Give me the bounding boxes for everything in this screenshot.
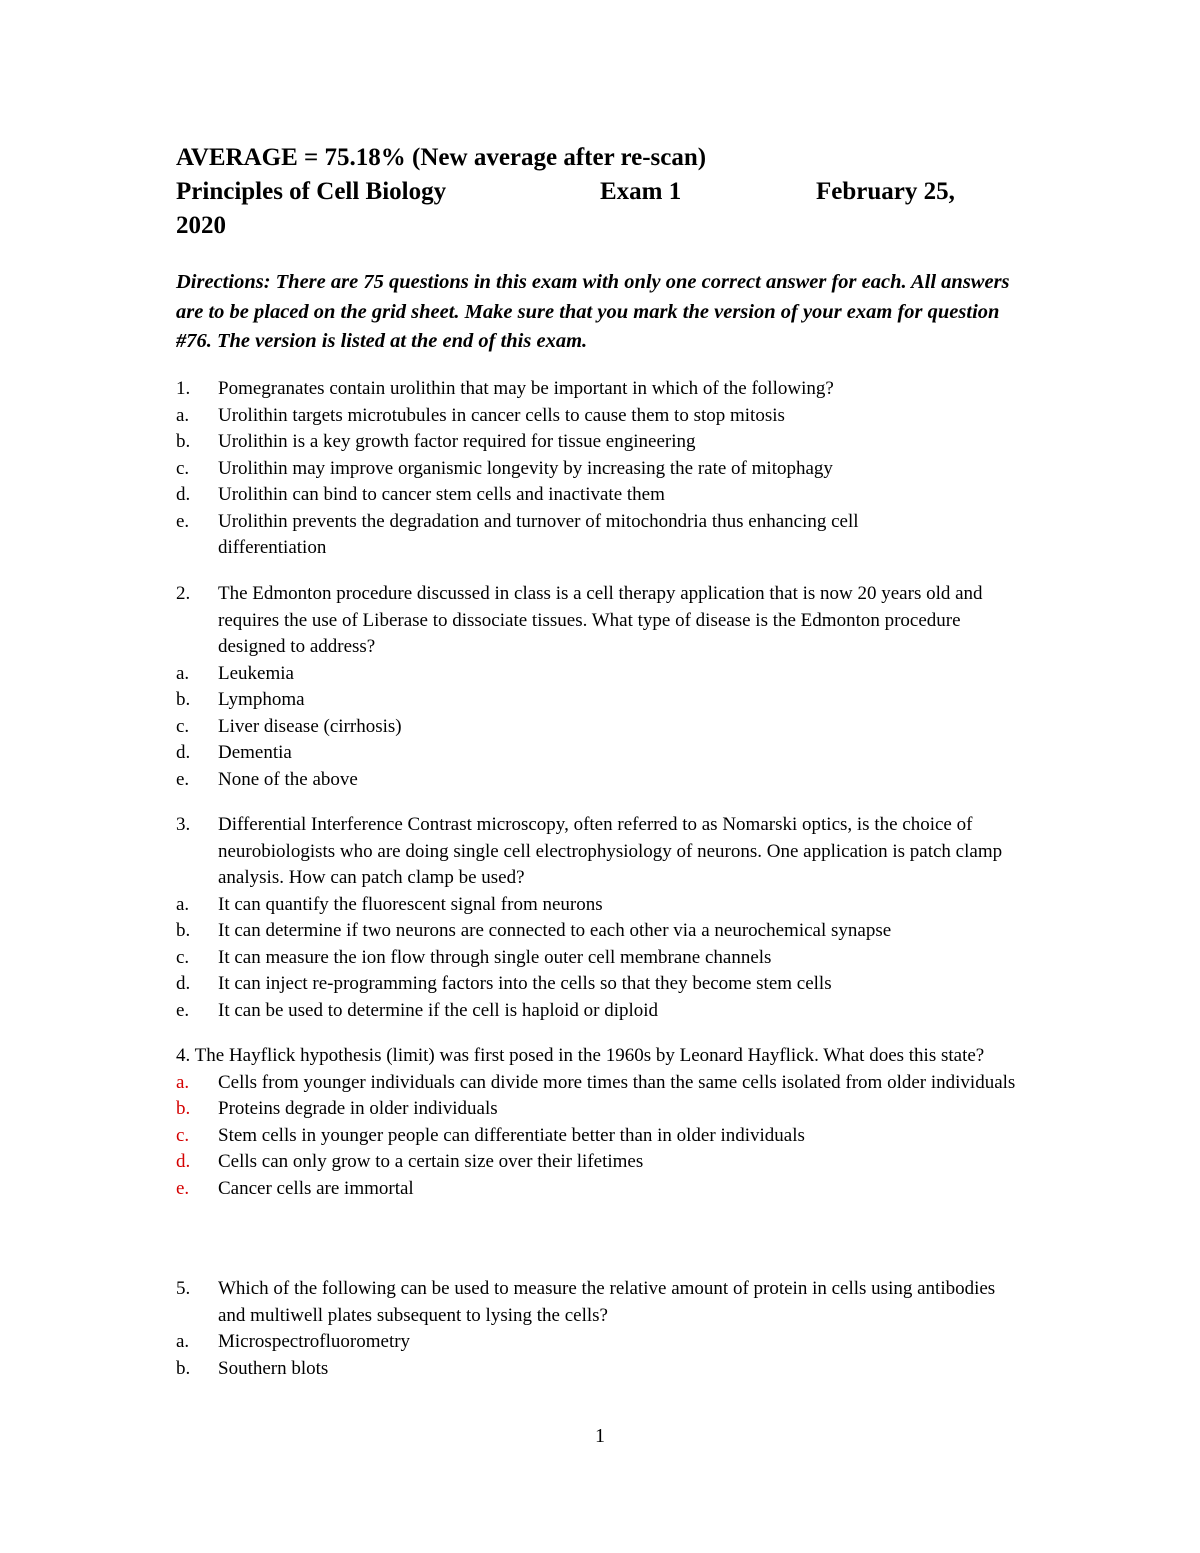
option-letter: e.	[176, 768, 190, 790]
option-d	[176, 1149, 1036, 1176]
option-letter: a.	[176, 1071, 190, 1093]
option-letter: a.	[176, 662, 190, 684]
option-text: Urolithin may improve organismic longevity by increasing the rate of mitophagy	[218, 457, 833, 479]
question-number: 1.	[176, 378, 191, 399]
option-b	[176, 1096, 1036, 1123]
option-letter: d.	[176, 973, 191, 994]
option-letter: b.	[176, 689, 191, 710]
option-letter: c.	[176, 1124, 190, 1146]
option-text: It can inject re-programming factors into the cells so that they become stem cells	[218, 973, 832, 994]
option-text: Stem cells in younger people can differentiate better than in older individuals	[218, 1124, 805, 1146]
option-a	[176, 1329, 1036, 1356]
option-text: Urolithin can bind to cancer stem cells and inactivate them	[218, 484, 665, 505]
exam-date: February 25,	[816, 178, 955, 205]
option-letter: a.	[176, 404, 190, 426]
question-2	[176, 581, 1036, 793]
question-5	[176, 1276, 1036, 1382]
option-e	[176, 998, 1036, 1025]
option-text: It can measure the ion flow through single outer cell membrane channels	[218, 946, 772, 968]
question-number: 5.	[176, 1278, 191, 1299]
option-letter: e.	[176, 510, 190, 532]
option-c	[176, 714, 1036, 741]
option-letter: d.	[176, 484, 191, 505]
page-number: 1	[595, 1425, 605, 1447]
option-text: Liver disease (cirrhosis)	[218, 715, 402, 737]
option-text: Urolithin is a key growth factor required for tissue engineering	[218, 431, 696, 452]
option-letter: e.	[176, 999, 190, 1021]
option-text: Urolithin prevents the degradation and turnover of mitochondria thus enhancing cell differentiation	[218, 510, 859, 558]
year-line	[176, 209, 1026, 243]
option-text: Dementia	[218, 742, 292, 763]
question-text: Differential Interference Contrast microscopy, often referred to as Nomarski optics, is the choice of neurobiologists who are doing single cell electrophysiology of neurons. One application is patch clamp analysis. How can patch clamp be used?	[218, 814, 1003, 888]
option-text: Cells can only grow to a certain size over their lifetimes	[218, 1151, 644, 1172]
option-c	[176, 945, 1036, 972]
title-line	[176, 175, 1026, 209]
option-letter: b.	[176, 431, 191, 452]
question-1	[176, 376, 1036, 562]
question-number: 4.	[176, 1045, 191, 1066]
directions: Directions: There are 75 questions in this exam with only one correct answer for each. All answers are to be placed on the grid sheet. Make sure that you mark the version of your exam for question #76. The version is listed at the end of this exam.	[176, 271, 1010, 352]
exam-header	[176, 141, 1026, 243]
option-b	[176, 687, 1036, 714]
option-text: Cells from younger individuals can divide more times than the same cells isolated from older individuals	[218, 1071, 1016, 1093]
option-a	[176, 403, 1036, 430]
option-letter: e.	[176, 1177, 190, 1199]
option-text: Leukemia	[218, 662, 294, 684]
question-text: Which of the following can be used to measure the relative amount of protein in cells using antibodies and multiwell plates subsequent to lysing the cells?	[218, 1278, 996, 1326]
question-4	[176, 1043, 1036, 1202]
option-letter: c.	[176, 715, 190, 737]
question-number: 2.	[176, 583, 191, 604]
option-a	[176, 1070, 1036, 1097]
question-3	[176, 812, 1036, 1024]
option-b	[176, 1356, 1036, 1383]
option-letter: c.	[176, 457, 190, 479]
question-text: The Hayflick hypothesis (limit) was first posed in the 1960s by Leonard Hayflick. What does this state?	[194, 1045, 985, 1066]
question-text: The Edmonton procedure discussed in class is a cell therapy application that is now 20 years old and requires the use of Liberase to dissociate tissues. What type of disease is the Edmonton procedure designed to address?	[218, 583, 983, 657]
option-a	[176, 661, 1036, 688]
average-line	[176, 141, 1026, 175]
question-stem	[176, 1276, 1036, 1329]
option-text: Lymphoma	[218, 689, 305, 710]
question-stem	[176, 376, 1036, 403]
option-letter: a.	[176, 893, 190, 915]
question-number: 3.	[176, 814, 191, 835]
option-e	[176, 767, 1036, 794]
option-letter: b.	[176, 1098, 191, 1119]
option-e	[176, 509, 1036, 562]
option-d	[176, 482, 1036, 509]
option-letter: b.	[176, 920, 191, 941]
option-text: It can quantify the fluorescent signal from neurons	[218, 893, 603, 915]
option-text: Proteins degrade in older individuals	[218, 1098, 498, 1119]
option-d	[176, 740, 1036, 767]
question-stem	[176, 1043, 1036, 1070]
option-text: It can be used to determine if the cell is haploid or diploid	[218, 999, 659, 1021]
option-b	[176, 429, 1036, 456]
option-letter: a.	[176, 1331, 190, 1352]
average-text: AVERAGE = 75.18% (New average after re-scan)	[176, 144, 707, 171]
option-c	[176, 1123, 1036, 1150]
option-text: Microspectrofluorometry	[218, 1331, 411, 1352]
exam-label: Exam 1	[600, 178, 682, 205]
option-text: Southern blots	[218, 1357, 329, 1379]
option-d	[176, 971, 1036, 998]
question-stem	[176, 812, 1036, 892]
option-b	[176, 918, 1036, 945]
option-a	[176, 892, 1036, 919]
exam-year: 2020	[176, 212, 226, 239]
option-text: Cancer cells are immortal	[218, 1177, 414, 1199]
question-stem	[176, 581, 1036, 661]
option-text: None of the above	[218, 768, 358, 790]
option-e	[176, 1176, 1036, 1203]
option-letter: b.	[176, 1357, 191, 1379]
course-title: Principles of Cell Biology	[176, 178, 447, 205]
option-letter: c.	[176, 946, 190, 968]
option-text: It can determine if two neurons are connected to each other via a neurochemical synapse	[218, 920, 892, 941]
option-letter: d.	[176, 1151, 191, 1172]
option-text: Urolithin targets microtubules in cancer cells to cause them to stop mitosis	[218, 404, 785, 426]
option-letter: d.	[176, 742, 191, 763]
option-c	[176, 456, 1036, 483]
question-text: Pomegranates contain urolithin that may be important in which of the following?	[218, 378, 834, 399]
